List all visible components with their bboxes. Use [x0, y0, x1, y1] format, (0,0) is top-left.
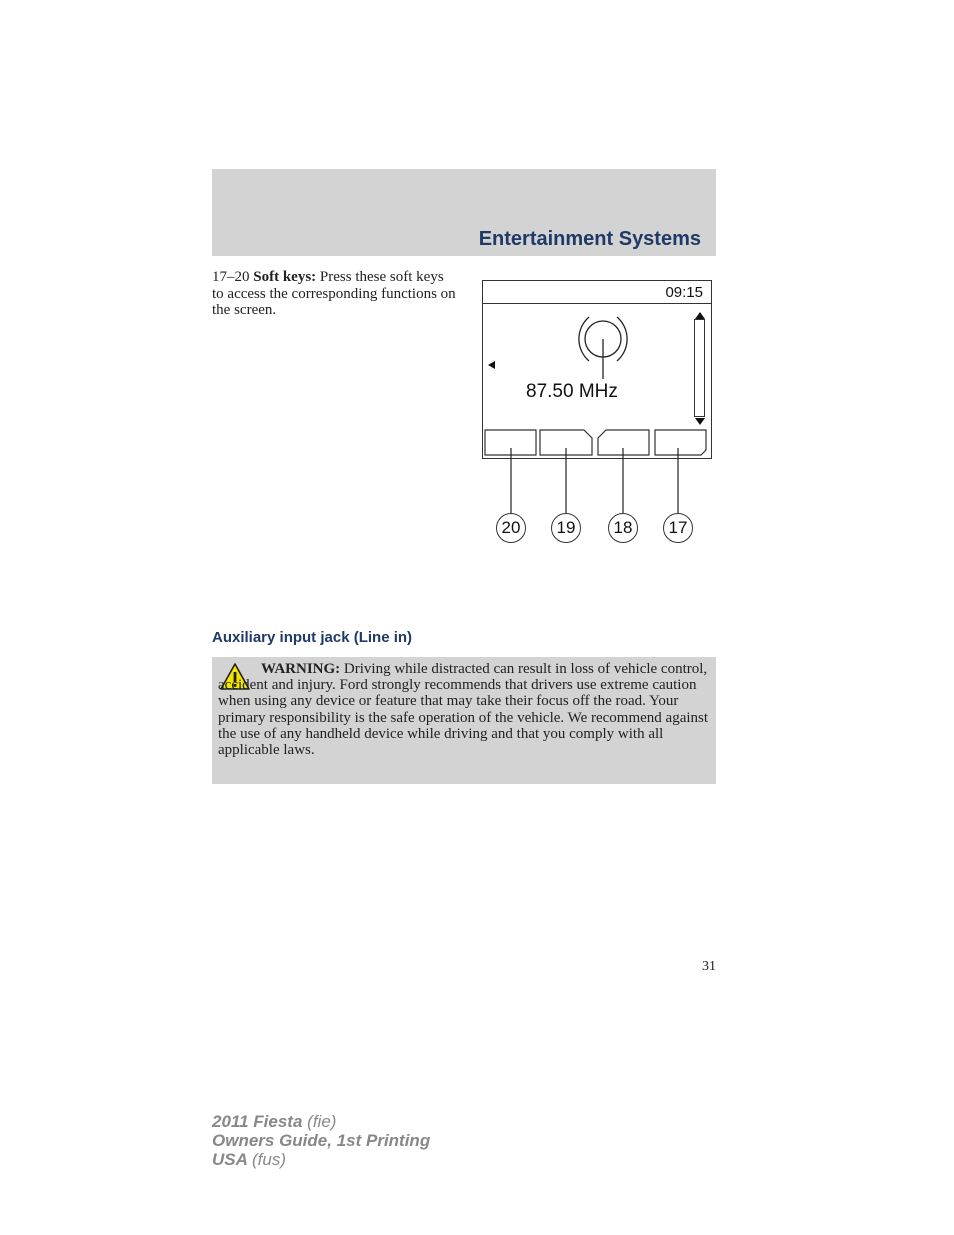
warning-box	[212, 657, 716, 784]
warning-body: Driving while distracted can result in loss of vehicle control, accident and injury. Ford strongly recommends that drivers use extreme caution when using any device or feature that may take their focus off the road. Your primary responsibility is the safe operation of the vehicle. We recommend against the use of any handheld device while driving and that you comply with all applicable laws.	[218, 661, 709, 759]
footer-market: USA	[212, 1150, 248, 1169]
section-header-band	[212, 169, 716, 256]
footer-line-model	[212, 1112, 430, 1131]
footer-model-code: (fie)	[307, 1112, 337, 1131]
page-number: 31	[702, 959, 716, 974]
soft-key-outlines	[485, 430, 706, 455]
section-title: Entertainment Systems	[478, 228, 701, 250]
aux-input-heading: Auxiliary input jack (Line in)	[212, 629, 413, 646]
footer-model: 2011 Fiesta	[212, 1112, 303, 1131]
soft-keys-term: Soft keys:	[253, 269, 317, 285]
callout-18: 18	[608, 513, 638, 543]
radio-frequency: 87.50 MHz	[526, 381, 618, 402]
warning-label: WARNING:	[261, 661, 341, 677]
callout-19: 19	[551, 513, 581, 543]
warning-text	[218, 661, 711, 758]
footer-line-market	[212, 1150, 430, 1169]
radio-signal-icon	[579, 317, 627, 379]
callout-leader-lines	[511, 448, 678, 513]
document-footer	[212, 1112, 430, 1169]
display-line-art	[480, 279, 715, 545]
callout-17: 17	[663, 513, 693, 543]
radio-display-illustration	[480, 279, 715, 545]
item-range: 17–20	[212, 269, 250, 285]
clock-time: 09:15	[665, 284, 703, 301]
footer-market-code: (fus)	[252, 1150, 286, 1169]
soft-keys-text: Press these soft keys to access the corresponding functions on the screen.	[212, 269, 456, 318]
callout-20: 20	[496, 513, 526, 543]
soft-keys-description	[212, 269, 457, 319]
footer-guide: Owners Guide, 1st Printing	[212, 1131, 431, 1150]
soft-key-17	[655, 430, 706, 455]
